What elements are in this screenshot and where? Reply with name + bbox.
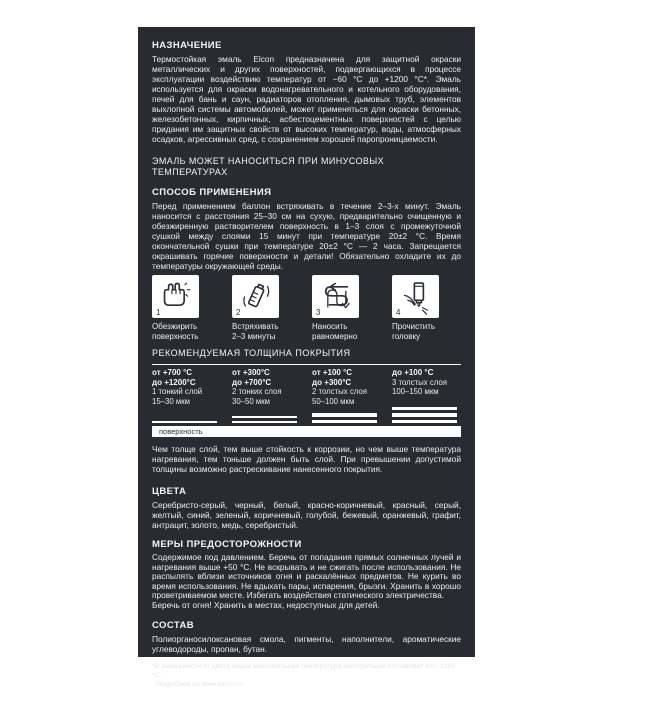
thickness-divider: [152, 364, 461, 365]
section-precautions: [152, 539, 461, 611]
step-caption: Встряхивать 2–3 минуты: [232, 322, 279, 341]
layer-stripes: [152, 421, 217, 423]
thickness-column: до +100 °C 3 толстых слоя 100–150 мкм: [392, 368, 457, 423]
thickness-column: от +300°C до +700°C 2 тонких слоя 30–50 мкм: [232, 368, 297, 423]
thickness-table: [152, 368, 461, 423]
footnote: [152, 662, 461, 689]
colors-title: ЦВЕТА: [152, 486, 187, 497]
step-number: 1: [156, 308, 161, 317]
section-thickness: [152, 348, 461, 474]
step-number: 4: [396, 308, 401, 317]
step-apply-evenly: [312, 275, 377, 341]
section-purpose: [152, 40, 461, 144]
surface-bar: поверхность: [152, 426, 461, 437]
precautions-text: Содержимое под давлением. Беречь от попадания прямых солнечных лучей и нагревания выше +50 °C. Не вскрывать и не сжигать после использования. Не распылять вблизи источников огня и раскалённых предметов. Не курить во время использования. Не вдыхать пары, испарения, брызги. Хранить в хорошо проветриваемом месте. Избегать воздействия статического электричества.: [152, 552, 461, 601]
step-number: 2: [236, 308, 241, 317]
footnote-temperature-note: *В зависимости от цвета эмали максимальная температура эксплуатации составляет 400–1200 °C.: [152, 662, 456, 679]
thickness-note: Чем толще слой, тем выше стойкость к коррозии, но чем выше температура нагревания, тем тоньше должен быть слой. При превышении допустимой толщины возможно растрескивание нанесенного покрытия.: [152, 444, 461, 474]
step-caption: Наносить равномерно: [312, 322, 358, 341]
product-label: [138, 27, 475, 688]
composition-title: СОСТАВ: [152, 619, 194, 631]
precautions-title: МЕРЫ ПРЕДОСТОРОЖНОСТИ: [152, 539, 302, 550]
precautions-warning: Беречь от огня! Хранить в местах, недоступных для детей.: [152, 599, 380, 610]
composition-text: Полиорганосилоксановая смола, пигменты, наполнители, ароматические углеводороды, пропан, бутан.: [152, 633, 461, 654]
minus-temperature-note: ЭМАЛЬ МОЖЕТ НАНОСИТЬСЯ ПРИ МИНУСОВЫХ ТЕМПЕРАТУРАХ: [152, 156, 385, 177]
application-steps: [152, 275, 461, 341]
colors-text: Серебристо-серый, черный, белый, красно-коричневый, красный, серый, желтый, синий, зеленый, коричневый, голубой, бежевый, оранжевый, графит, антрацит, золото, медь, серебристый.: [152, 500, 461, 530]
section-composition: [152, 620, 461, 654]
step-shake: [232, 275, 297, 341]
thickness-title: РЕКОМЕНДУЕМАЯ ТОЛЩИНА ПОКРЫТИЯ: [152, 348, 351, 358]
layer-stripes: [312, 413, 377, 423]
step-number: 3: [316, 308, 321, 317]
application-title: СПОСОБ ПРИМЕНЕНИЯ: [152, 187, 272, 198]
purpose-title: НАЗНАЧЕНИЕ: [152, 40, 222, 51]
step-degrease: [152, 275, 217, 341]
clean-nozzle-icon: [392, 275, 439, 318]
thickness-column: от +700 °C до +1200°C 1 тонкий слой 15–30 мкм: [152, 368, 217, 423]
layer-stripes: [392, 407, 457, 424]
step-caption: Прочистить головку: [392, 322, 436, 341]
footnote-website: Подробнее на www.elcon.ru: [155, 680, 242, 688]
degrease-hand-icon: [152, 275, 199, 318]
section-colors: [152, 486, 461, 530]
spray-pattern-icon: [312, 275, 359, 318]
step-caption: Обезжирить поверхность: [152, 322, 199, 341]
application-text: Перед применением баллон встряхивать в течение 2–3-х минут. Эмаль наносится с расстояния 25–30 см на сухую, предварительно очищенную и обезжиренную растворителем поверхность в 1–3 слоя с промежуточной сушкой между слоями 15 минут при температуре 20±2 °C. Время окончательной сушки при температуре 20±2 °C — 2 часа. Запрещается окрашивать горячие поверхности и детали! Обязательно охладите их до температуры окружающей среды.: [152, 201, 461, 271]
layer-stripes: [232, 416, 297, 423]
purpose-text: Термостойкая эмаль Elcon предназначена для защитной окраски металлических и других поверхностей, подвергающихся в процессе эксплуатации воздействию температур от −60 °C до +1200 °C*. Эмаль используется для окраски водонагревательного и котельного оборудования, печей для бань и саун, радиаторов отопления, дымовых труб, элементов выхлопной системы автомобилей, может применяться для окраски бетонных, железобетонных, кирпичных, асбестоцементных поверхностей с целью придания им защитных свойств от высоких температур, воды, атмосферных осадков, агрессивных сред, с сохранением хорошей паропроницаемости.: [152, 54, 461, 144]
thickness-column: от +100 °C до +300°C 2 толстых слоя 50–100 мкм: [312, 368, 377, 423]
shake-can-icon: [232, 275, 279, 318]
step-clean-nozzle: [392, 275, 457, 341]
section-application: [152, 187, 461, 271]
